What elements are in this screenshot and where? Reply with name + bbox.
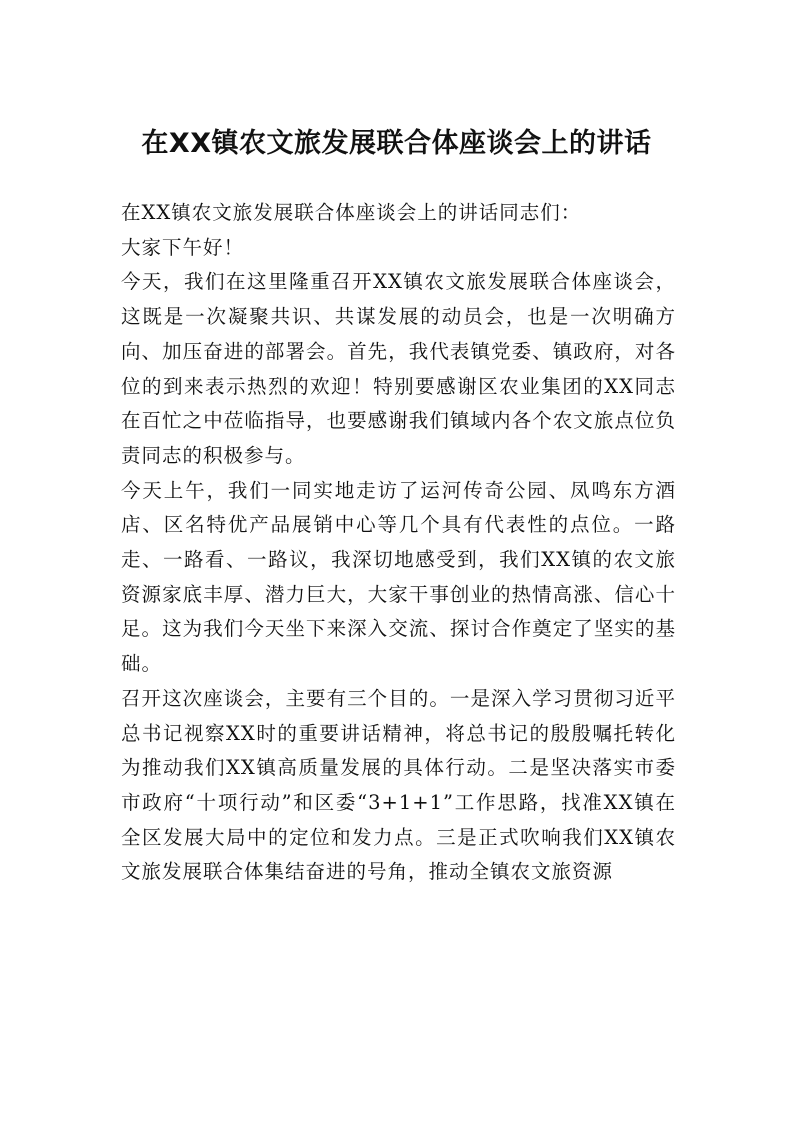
document-body bbox=[121, 196, 676, 890]
paragraph-welcome: 今天，我们在这里隆重召开XX镇农文旅发展联合体座谈会，这既是一次凝聚共识、共谋发展的动员会，也是一次明确方向、加压奋进的部署会。首先，我代表镇党委、镇政府，对各位的到来表示热烈的欢迎！特别要感谢区农业集团的XX同志在百忙之中莅临指导，也要感谢我们镇域内各个农文旅点位负责同志的积极参与。 bbox=[121, 270, 676, 467]
paragraph-visit: 今天上午，我们一同实地走访了运河传奇公园、凤鸣东方酒店、区名特优产品展销中心等几个具有代表性的点位。一路走、一路看、一路议，我深切地感受到，我们XX镇的农文旅资源家底丰厚、潜力巨大，大家干事创业的热情高涨、信心十足。这为我们今天坐下来深入交流、探讨合作奠定了坚实的基础。 bbox=[121, 478, 676, 676]
paragraph-greeting: 大家下午好！ bbox=[121, 235, 245, 259]
paragraph-opening: 在XX镇农文旅发展联合体座谈会上的讲话同志们： bbox=[121, 201, 582, 224]
document-title: 在XX镇农文旅发展联合体座谈会上的讲话 bbox=[141, 128, 652, 159]
paragraph-purpose: 召开这次座谈会，主要有三个目的。一是深入学习贯彻习近平总书记视察XX时的重要讲话精神，将总书记的殷殷嘱托转化为推动我们XX镇高质量发展的具体行动。二是坚决落实市委市政府“十项行动”和区委“3+1+1”工作思路，找准XX镇在全区发展大局中的定位和发力点。三是正式吹响我们XX镇农文旅发展联合体集结奋进的号角，推动全镇农文旅资源 bbox=[121, 686, 676, 884]
